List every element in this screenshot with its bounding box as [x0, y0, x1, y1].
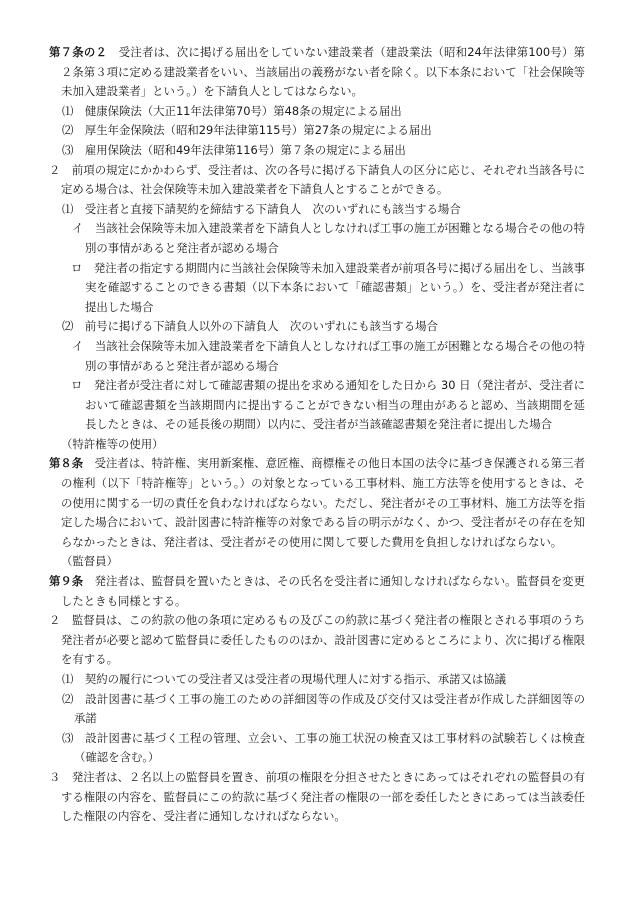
article-body: 受注者は、特許権、実用新案権、意匠権、商標権その他日本国の法令に基づき保護される第三者の権利（以下「特許権等」という。）の対象となっている工事材料、施工方法等を使用するときは、その使用に関する一切の責任を負わなければならない。ただし、発注者がその工事材料、施工方法等を指定した場合において、設計図書に特許権等の対象である旨の明示がなく、かつ、受注者がその存在を知らなかったときは、発注者は、受注者がその使用に関して要した費用を負担しなければならない。	[61, 456, 585, 549]
article-caption: （監督員）	[61, 554, 118, 569]
article-body: 受注者は、次に掲げる届出をしていない建設業者（建設業法（昭和24年法律第100号）第２条第３項に定める建設業者をいい、当該届出の義務がない者を除く。以下本条において「社会保険等未加入建設業者」という。）を下請負人としてはならない。	[61, 45, 585, 99]
article-heading: 第８条	[49, 456, 84, 471]
article-heading: 第７条の２	[49, 45, 108, 59]
list-item: ⑶ 設計図書に基づく工程の管理、立会い、工事の施工状況の検査又は工事材料の試験若しくは検査（確認を含む。）	[62, 730, 585, 765]
list-item: ⑵ 設計図書に基づく工事の施工のための詳細図等の作成及び交付又は受注者が作成した詳細図等の承諾	[62, 691, 585, 726]
sub-item: イ 当該社会保険等未加入建設業者を下請負人としなければ工事の施工が困難となる場合その他の特別の事情があると発注者が認める場合	[72, 221, 585, 255]
paragraph-3: ３ 発注者は、２名以上の監督員を置き、前項の権限を分担させたときにあってはそれぞれの監督員の有する権限の内容を、監督員にこの約款に基づく発注者の権限の一部を委任したときにあっては当該委任した権限の内容を、受注者に通知しなければならない。	[49, 769, 585, 824]
sub-item: ロ 発注者の指定する期間内に当該社会保険等未加入建設業者が前項各号に掲げる届出をし、当該事実を確認することのできる書類（以下本条において「確認書類」という。）を、受注者が発注者に提出した場合	[71, 260, 585, 314]
list-item: ⑵ 前号に掲げる下請負人以外の下請負人 次のいずれにも該当する場合	[62, 319, 438, 334]
paragraph-2: ２ 前項の規定にかかわらず、受注者は、次の各号に掲げる下請負人の区分に応じ、それぞれ当該各号に定める場合は、社会保険等未加入建設業者を下請負人とすることができる。	[49, 162, 585, 197]
paragraph-2: ２ 監督員は、この約款の他の条項に定めるもの及びこの約款に基づく発注者の権限とされる事項のうち発注者が必要と認めて監督員に委任したもののほか、設計図書に定めるところにより、次に掲げる権限を有する。	[49, 613, 585, 667]
list-item: ⑴ 受注者と直接下請契約を締結する下請負人 次のいずれにも該当する場合	[62, 201, 461, 216]
list-item: ⑵ 厚生年金保険法（昭和29年法律第115号）第27条の規定による届出	[62, 123, 432, 138]
article-8	[49, 454, 585, 552]
article-9	[49, 572, 585, 611]
list-item: ⑴ 契約の履行についての受注者又は受注者の現場代理人に対する指示、承諾又は協議	[62, 672, 507, 686]
article-heading: 第９条	[49, 574, 84, 589]
list-item: ⑴ 健康保険法（大正11年法律第70号）第48条の規定による届出	[62, 103, 402, 118]
sub-item: イ 当該社会保険等未加入建設業者を下請負人としなければ工事の施工が困難となる場合その他の特別の事情があると発注者が認める場合	[72, 338, 585, 373]
document-page	[49, 43, 585, 827]
list-item: ⑶ 雇用保険法（昭和49年法律第116号）第７条の規定による届出	[62, 142, 406, 157]
article-7-2	[49, 43, 585, 102]
article-caption: （特許権等の使用）	[61, 436, 164, 451]
article-body: 発注者は、監督員を置いたときは、その氏名を受注者に通知しなければならない。監督員を変更したときも同様とする。	[61, 574, 585, 608]
sub-item: ロ 発注者が受注者に対して確認書類の提出を求める通知をした日から 30 日（発注者が、受注者において確認書類を当該期間内に提出することができない相当の理由があると認め、当該期間を延長したときは、その延長後の期間）以内に、受注者が当該確認書類を発注者に提出した場合	[71, 378, 585, 432]
